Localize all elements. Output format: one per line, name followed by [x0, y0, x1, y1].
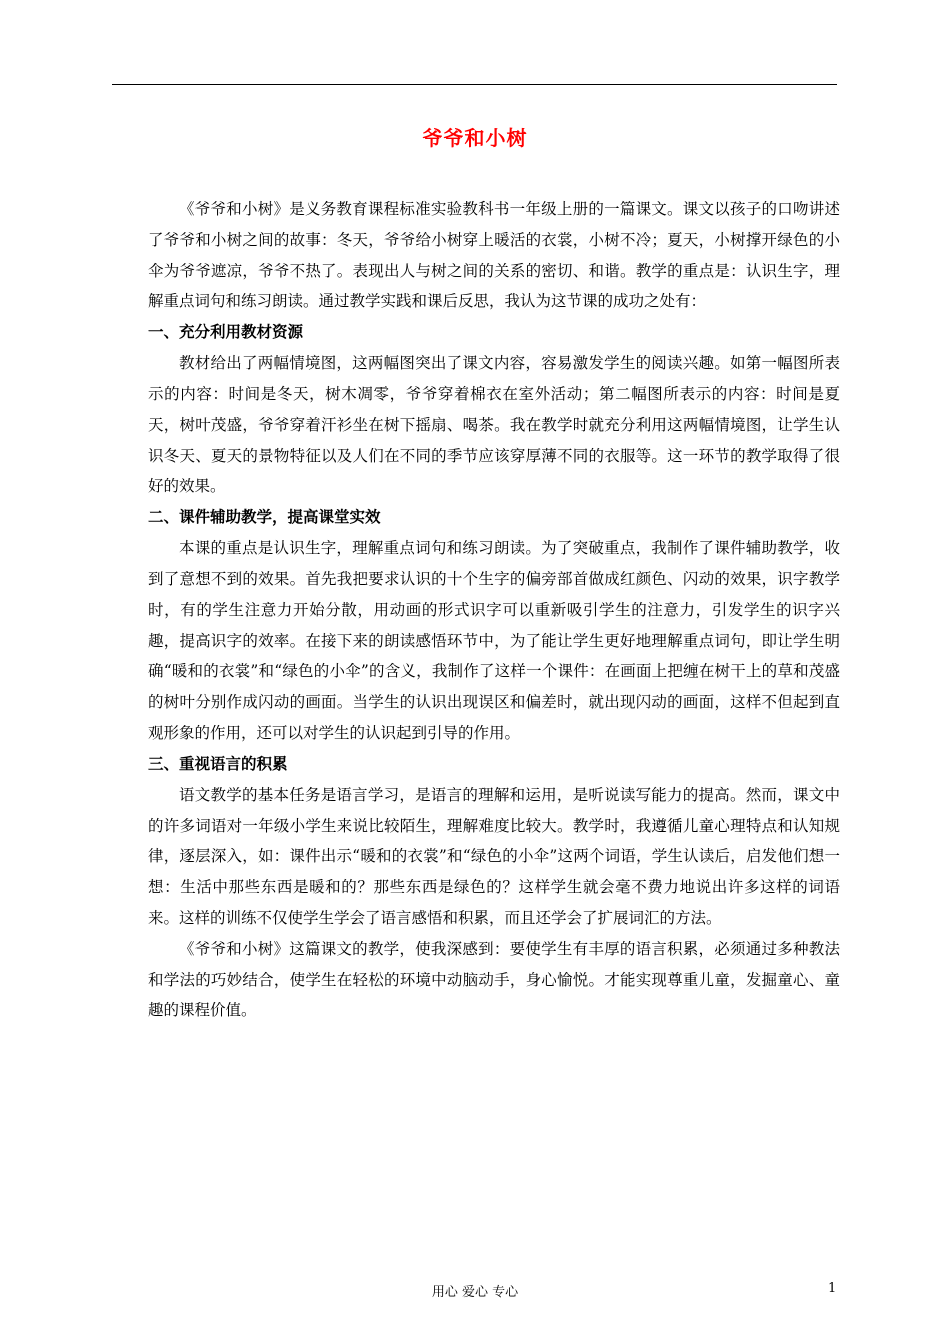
page-number: 1 [828, 1281, 837, 1296]
document-title: 爷爷和小树 [422, 126, 528, 150]
section-heading-2: 二、课件辅助教学，提高课堂实效 [148, 508, 381, 527]
conclusion-paragraph: 《爷爷和小树》这篇课文的教学，使我深感到：要使学生有丰厚的语言积累，必须通过多种教法和学法的巧妙结合，使学生在轻松的环境中动脑动手，身心愉悦。才能实现尊重儿童，发掘童心、童趣的课程价值。 [148, 939, 840, 1020]
section-heading-3: 三、重视语言的积累 [148, 754, 288, 773]
intro-paragraph: 《爷爷和小树》是义务教育课程标准实验教科书一年级上册的一篇课文。课文以孩子的口吻讲述了爷爷和小树之间的故事：冬天，爷爷给小树穿上暖活的衣裳，小树不冷；夏天，小树撑开绿色的小伞为爷爷遮凉，爷爷不热了。表现出人与树之间的关系的密切、和谐。教学的重点是：认识生字，理解重点词句和练习朗读。通过教学实践和课后反思，我认为这节课的成功之处有： [148, 200, 840, 311]
section-body-3: 语文教学的基本任务是语言学习，是语言的理解和运用，是听说读写能力的提高。然而，课文中的许多词语对一年级小学生来说比较陌生，理解难度比较大。教学时，我遵循儿童心理特点和认知规律，逐层深入，如：课件出示“暖和的衣裳”和“绿色的小伞”这两个词语，学生认读后，启发他们想一想：生活中那些东西是暖和的？那些东西是绿色的？这样学生就会毫不费力地说出许多这样的词语来。这样的训练不仅使学生学会了语言感悟和积累，而且还学会了扩展词汇的方法。 [148, 785, 840, 927]
header-rule [112, 84, 837, 85]
section-body-1: 教材给出了两幅情境图，这两幅图突出了课文内容，容易激发学生的阅读兴趣。如第一幅图所表示的内容：时间是冬天，树木凋零，爷爷穿着棉衣在室外活动；第二幅图所表示的内容：时间是夏天，树叶茂盛，爷爷穿着汗衫坐在树下摇扇、喝茶。我在教学时就充分利用这两幅情境图，让学生认识冬天、夏天的景物特征以及人们在不同的季节应该穿厚薄不同的衣服等。这一环节的教学取得了很好的效果。 [148, 354, 840, 496]
section-body-2: 本课的重点是认识生字，理解重点词句和练习朗读。为了突破重点，我制作了课件辅助教学，收到了意想不到的效果。首先我把要求认识的十个生字的偏旁部首做成红颜色、闪动的效果，识字教学时，有的学生注意力开始分散，用动画的形式识字可以重新吸引学生的注意力，引发学生的识字兴趣，提高识字的效率。在接下来的朗读感悟环节中，为了能让学生更好地理解重点词句，即让学生明确“暖和的衣裳”和“绿色的小伞”的含义，我制作了这样一个课件：在画面上把缠在树干上的草和茂盛的树叶分别作成闪动的画面。当学生的认识出现误区和偏差时，就出现闪动的画面，这样不但起到直观形象的作用，还可以对学生的认识起到引导的作用。 [148, 539, 840, 742]
section-heading-1: 一、充分利用教材资源 [148, 323, 304, 342]
document-body [148, 194, 840, 1026]
footer-text: 用心 爱心 专心 [431, 1285, 519, 1300]
